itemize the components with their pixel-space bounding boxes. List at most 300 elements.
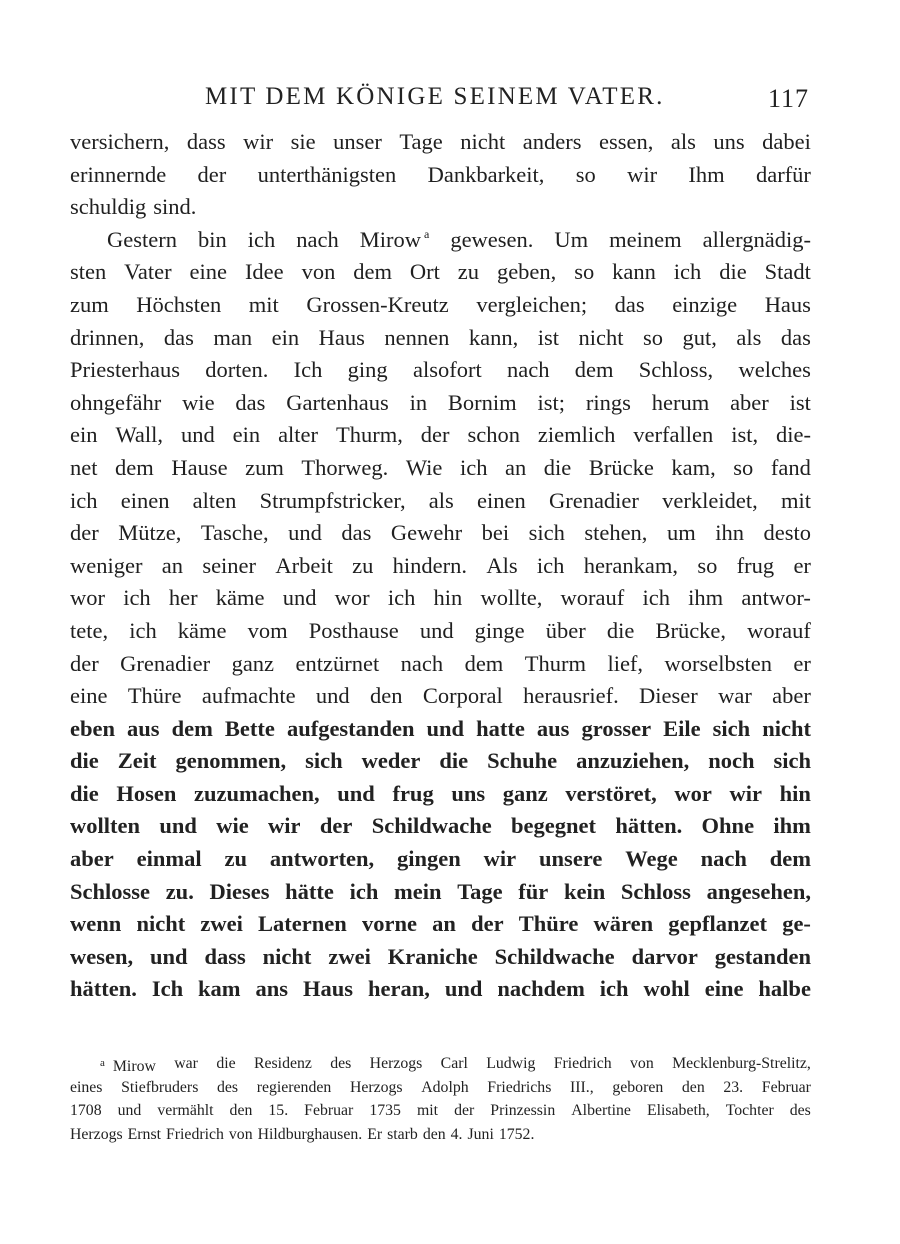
word: das <box>163 324 194 350</box>
word: Ernst <box>127 1125 161 1143</box>
word: Als <box>486 552 518 578</box>
word: seiner <box>202 552 257 578</box>
word: wohl <box>643 976 690 1002</box>
word: von <box>301 259 336 285</box>
word: als <box>736 324 762 350</box>
word: Ihm <box>688 161 725 187</box>
text-line <box>70 256 811 289</box>
word: dem <box>115 454 154 480</box>
word: Residenz <box>253 1055 312 1072</box>
word: hin <box>433 585 463 611</box>
word: Wall, <box>115 422 163 448</box>
word: war <box>718 683 752 709</box>
word: Grossen-Kreutz <box>306 291 449 317</box>
word: Priesterhaus <box>70 357 180 383</box>
text-line <box>70 810 811 843</box>
word: um <box>666 520 696 546</box>
word: wir <box>627 161 658 187</box>
word: Idee <box>244 259 284 285</box>
word: als <box>428 487 454 513</box>
word: einzige <box>672 291 738 317</box>
word: antworten, <box>269 846 375 872</box>
text-line <box>70 908 811 941</box>
word: hätten. <box>70 976 137 1002</box>
word: Schildwache <box>494 943 615 969</box>
word: wären <box>593 911 654 937</box>
word: aber <box>730 389 769 415</box>
word: Schuhe <box>487 748 558 774</box>
word: wir <box>268 813 301 839</box>
word: Ort <box>409 259 440 285</box>
word: Thüre <box>127 683 182 709</box>
word: ist <box>537 324 559 350</box>
word: das <box>780 324 811 350</box>
word: Bette <box>224 715 275 741</box>
word: Ich <box>293 357 323 383</box>
word: verfallen <box>633 422 714 448</box>
word: uns <box>451 780 486 806</box>
word: erinnernde <box>70 161 167 187</box>
word: nicht <box>136 911 186 937</box>
word: über <box>545 617 586 643</box>
word: Eile <box>663 715 701 741</box>
word: und <box>180 422 215 448</box>
word: und <box>337 780 375 806</box>
word: und <box>444 976 483 1002</box>
word: nicht <box>762 715 811 741</box>
word: die <box>719 259 747 285</box>
word: Stadt <box>764 259 811 285</box>
word: zwei <box>328 943 371 969</box>
word: so <box>575 161 596 187</box>
word: als <box>670 129 696 154</box>
word: $^a$ Mirow <box>100 1057 156 1075</box>
word: Hosen <box>116 780 177 806</box>
word: dorten. <box>205 357 269 383</box>
word: Dieses <box>209 878 270 904</box>
word: aber <box>70 846 114 872</box>
word: welches <box>738 357 811 383</box>
word: Strumpfstricker, <box>259 487 406 513</box>
word: dass <box>186 129 226 154</box>
body-text <box>70 126 811 1006</box>
text-line <box>70 973 811 1006</box>
word: einmal <box>136 846 202 872</box>
word: und <box>159 813 197 839</box>
word: sich <box>712 715 751 741</box>
text-line <box>70 941 811 974</box>
word: anzuziehen, <box>576 748 690 774</box>
word: herankam, <box>583 552 679 578</box>
word: aus <box>536 715 570 741</box>
word: den <box>369 683 403 709</box>
text-line-with-footnote-ref <box>70 224 811 257</box>
word: Ludwig <box>486 1055 536 1072</box>
word: desto <box>763 520 811 546</box>
word: verkleidet, <box>662 487 758 513</box>
word: die <box>606 617 635 643</box>
word: Mirow $^a$ <box>359 226 430 252</box>
word: entzürnet <box>295 650 380 676</box>
word: Friedrichs <box>487 1078 552 1096</box>
word: der <box>70 520 99 546</box>
word: angesehen, <box>706 878 811 904</box>
word: die <box>70 748 99 774</box>
word: mein <box>394 878 442 904</box>
word: die <box>543 454 572 480</box>
word: alten <box>192 487 237 513</box>
word: Schlosse <box>70 878 151 904</box>
word: essen, <box>598 129 654 154</box>
word: Herzogs <box>70 1125 123 1143</box>
text-line <box>70 126 811 159</box>
word: zwei <box>200 911 243 937</box>
word: zum <box>70 291 109 317</box>
word: Grenadier <box>548 487 639 513</box>
word: Herzogs <box>349 1078 403 1096</box>
word: ihm <box>773 813 811 839</box>
word: Februar <box>304 1102 354 1120</box>
word: ich <box>642 585 670 611</box>
word: unterthänigsten <box>257 161 397 187</box>
word: Zeit <box>117 748 157 774</box>
word: ich <box>123 585 151 611</box>
word: Tage <box>399 129 443 154</box>
word: genommen, <box>175 748 287 774</box>
word: uns <box>713 129 745 154</box>
word: Posthause <box>308 617 399 643</box>
word: wenn <box>70 911 122 937</box>
word: wor <box>334 585 370 611</box>
word: frug <box>392 780 434 806</box>
word: ganz <box>231 650 275 676</box>
word: vergleichen; <box>476 291 588 317</box>
word: so <box>642 324 663 350</box>
word: kann, <box>468 324 519 350</box>
word: und <box>117 1102 142 1120</box>
word: zu <box>457 259 480 285</box>
word: vorne <box>361 911 417 937</box>
word: ein <box>232 422 261 448</box>
word: ge- <box>782 911 811 937</box>
word: dem <box>353 259 392 285</box>
word: und <box>426 715 465 741</box>
word: den <box>422 1125 446 1143</box>
word: Corporal <box>422 683 503 709</box>
word: der <box>319 813 353 839</box>
word: und <box>315 683 350 709</box>
text-line <box>70 322 811 355</box>
word: Juni <box>467 1125 494 1143</box>
word: aber <box>772 683 811 709</box>
word: Dieser <box>639 683 698 709</box>
word: Hause <box>171 454 228 480</box>
text-line <box>70 485 811 518</box>
word: hätten. <box>615 813 683 839</box>
text-line <box>70 680 811 713</box>
word: Stiefbruders <box>121 1078 199 1096</box>
footnote-line <box>70 1076 811 1100</box>
word: ich <box>536 552 565 578</box>
word: ich <box>387 585 416 611</box>
word: aufmachte <box>201 683 296 709</box>
word: eine <box>189 259 228 285</box>
word: gingen <box>397 846 461 872</box>
word: hatte <box>476 715 525 741</box>
word: Thurm <box>524 650 586 676</box>
word: zu <box>224 846 247 872</box>
word: gewesen. <box>450 226 534 252</box>
word: Bornim <box>447 389 517 415</box>
word: schuldig <box>70 194 147 220</box>
running-title: MIT DEM KÖNIGE SEINEM VATER. <box>205 83 665 110</box>
word: Albertine <box>571 1102 631 1120</box>
word: das <box>614 291 645 317</box>
word: ich <box>673 259 702 285</box>
word: meinem <box>609 226 682 252</box>
text-line <box>70 289 811 322</box>
word: darvor <box>631 943 698 969</box>
word: nennen <box>384 324 450 350</box>
word: Ich <box>151 976 184 1002</box>
word: zu <box>352 552 374 578</box>
word: ich <box>349 878 379 904</box>
word: Brücke, <box>655 617 727 643</box>
word: mit <box>416 1102 439 1120</box>
word: mit <box>248 291 279 317</box>
word: aus <box>127 715 160 741</box>
word: Laternen <box>258 911 347 937</box>
word: nach <box>506 357 550 383</box>
word: wie <box>182 389 215 415</box>
text-line <box>70 452 811 485</box>
word: in <box>409 389 428 415</box>
word: Friedrich <box>166 1125 224 1143</box>
word: kein <box>563 878 606 904</box>
word: vermählt <box>157 1102 214 1120</box>
word: net <box>70 454 98 480</box>
word: das <box>341 520 372 546</box>
word: ich <box>459 454 488 480</box>
word: zu. <box>165 878 194 904</box>
word: und <box>150 943 188 969</box>
word: ein <box>271 324 300 350</box>
word: her <box>168 585 198 611</box>
word: Tochter <box>725 1102 774 1120</box>
word: und <box>419 617 454 643</box>
word: gut, <box>682 324 717 350</box>
text-line <box>70 745 811 778</box>
word: worauf <box>560 585 625 611</box>
word: 4. <box>450 1125 463 1143</box>
word: wir <box>483 846 517 872</box>
word: ihn <box>715 520 744 546</box>
footnote-reference[interactable]: a <box>420 226 430 241</box>
word: ganz <box>502 780 548 806</box>
word: allergnädig- <box>702 226 811 252</box>
word: an <box>432 911 456 937</box>
word: wollten <box>70 813 140 839</box>
word: frug <box>736 552 775 578</box>
word: Arbeit <box>275 552 333 578</box>
page-number: 117 <box>768 84 810 113</box>
text-line <box>70 843 811 876</box>
word: dabei <box>762 129 811 154</box>
word: 15. <box>268 1102 289 1120</box>
word: ich <box>129 617 157 643</box>
word: ein <box>70 422 98 448</box>
word: drinnen, <box>70 324 145 350</box>
word: unser <box>333 129 382 154</box>
word: ich <box>247 226 276 252</box>
word: grosser <box>581 715 652 741</box>
word: Thurm, <box>335 422 403 448</box>
word: noch <box>708 748 755 774</box>
word: kann <box>612 259 656 285</box>
word: gestanden <box>714 943 811 969</box>
word: Carl <box>440 1055 468 1072</box>
word: die <box>70 780 99 806</box>
word: den <box>681 1078 705 1096</box>
word: ging <box>347 357 388 383</box>
word: Thüre <box>518 911 579 937</box>
word: ich <box>599 976 629 1002</box>
word: III., <box>570 1078 594 1096</box>
footnote-line <box>70 1052 811 1076</box>
word: Brücke <box>588 454 654 480</box>
text-line <box>70 582 811 615</box>
word: er <box>793 552 811 578</box>
word: ist <box>789 389 811 415</box>
word: starb <box>387 1125 418 1143</box>
word: wor <box>70 585 105 611</box>
text-line <box>70 517 811 550</box>
word: Tasche, <box>200 520 269 546</box>
word: 23. <box>723 1078 744 1096</box>
word: dem <box>574 357 614 383</box>
word: vom <box>247 617 288 643</box>
word: eines <box>70 1078 103 1096</box>
word: ist, <box>731 422 759 448</box>
word: des <box>789 1102 811 1120</box>
word: schon <box>467 422 520 448</box>
word: alsofort <box>412 357 482 383</box>
word: nach <box>400 650 444 676</box>
word: Wege <box>625 846 678 872</box>
word: Elisabeth, <box>646 1102 710 1120</box>
word: Prinzessin <box>490 1102 556 1120</box>
word: der <box>471 911 504 937</box>
word: ziemlich <box>537 422 616 448</box>
word: Wie <box>405 454 443 480</box>
word: die- <box>776 422 811 448</box>
word: Mütze, <box>118 520 182 546</box>
word: wie <box>216 813 249 839</box>
text-line <box>70 876 811 909</box>
word: einen <box>477 487 526 513</box>
text-line <box>70 648 811 681</box>
word: geboren <box>612 1078 664 1096</box>
word: geben, <box>496 259 557 285</box>
word: hin <box>779 780 811 806</box>
word: Mecklenburg-Strelitz, <box>672 1055 811 1072</box>
word: Grenadier <box>120 650 211 676</box>
word: hätte <box>285 878 334 904</box>
word: Thorweg. <box>301 454 389 480</box>
word: der <box>70 650 99 676</box>
word: wesen, <box>70 943 134 969</box>
footnote-line <box>70 1099 811 1123</box>
text-line <box>70 387 811 420</box>
text-line <box>70 778 811 811</box>
word: Höchsten <box>136 291 222 317</box>
word: 1708 <box>70 1102 102 1120</box>
word: Schloss <box>620 878 691 904</box>
word: des <box>217 1078 239 1096</box>
word: ginge <box>474 617 525 643</box>
word: Kraniche <box>387 943 478 969</box>
word: halbe <box>758 976 811 1002</box>
word: eben <box>70 715 115 741</box>
word: käme <box>177 617 227 643</box>
word: den <box>229 1102 253 1120</box>
word: und <box>288 520 322 546</box>
word: wir <box>729 780 763 806</box>
word: kam, <box>671 454 716 480</box>
word: ich <box>70 487 98 513</box>
word: nicht <box>460 129 506 154</box>
word: nicht <box>578 324 624 350</box>
word: zuzumachen, <box>194 780 320 806</box>
word: der <box>454 1102 475 1120</box>
word: hindern. <box>392 552 468 578</box>
word: an <box>505 454 527 480</box>
word: herausrief. <box>523 683 619 709</box>
running-header <box>0 80 900 114</box>
word: Um <box>554 226 589 252</box>
word: bei <box>481 520 510 546</box>
word: unsere <box>539 846 603 872</box>
word: wor <box>674 780 712 806</box>
word: kam <box>198 976 241 1002</box>
text-line <box>70 615 811 648</box>
word: nach <box>700 846 747 872</box>
word: worauf <box>747 617 811 643</box>
word: rings <box>585 389 631 415</box>
word: mit <box>780 487 811 513</box>
word: Gartenhaus <box>286 389 389 415</box>
footnote-marker: a <box>100 1057 105 1069</box>
word: 1752. <box>498 1125 535 1143</box>
word: alter <box>278 422 319 448</box>
word: die <box>216 1055 236 1072</box>
word: weder <box>361 748 421 774</box>
word: des <box>330 1055 352 1072</box>
word: Hildburghausen. <box>257 1125 363 1143</box>
word: war <box>174 1055 198 1072</box>
word: begegnet <box>511 813 597 839</box>
word: 1735 <box>369 1102 401 1120</box>
word: fand <box>770 454 811 480</box>
word: ans <box>255 976 289 1002</box>
word: so <box>697 552 718 578</box>
word: Gewehr <box>390 520 463 546</box>
word: nach <box>296 226 339 252</box>
word: das <box>235 389 266 415</box>
word: dem <box>464 650 504 676</box>
word: Adolph <box>421 1078 469 1096</box>
word: darfür <box>755 161 811 187</box>
